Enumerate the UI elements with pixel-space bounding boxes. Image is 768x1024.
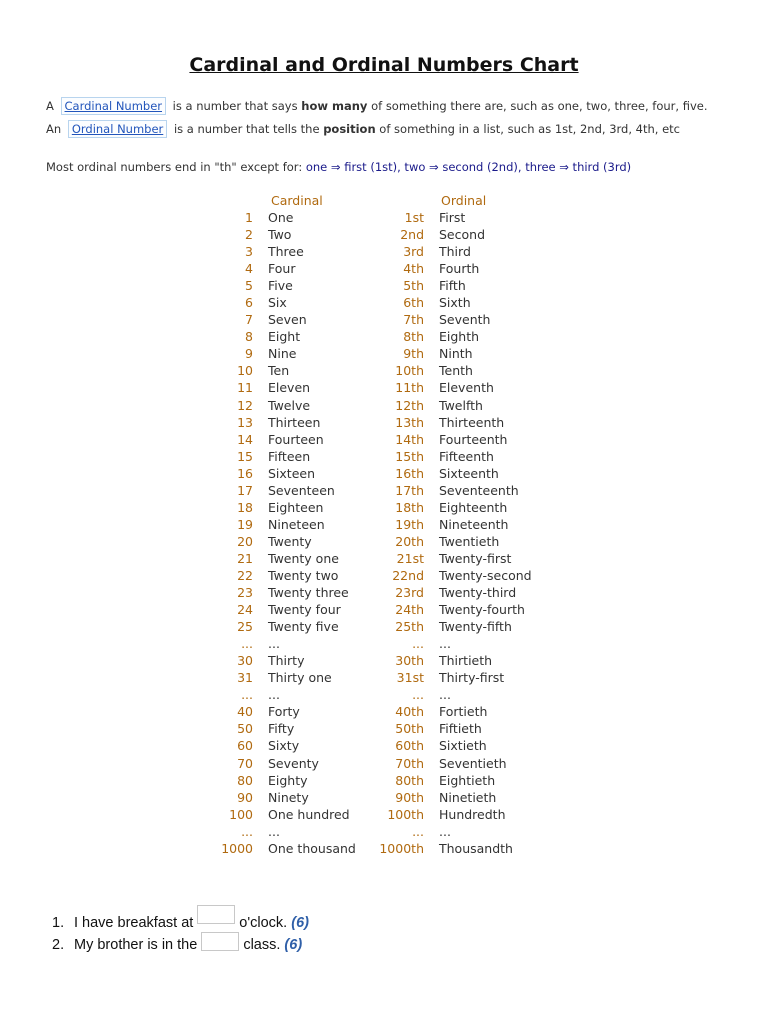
cardinal-number: 1000: [221, 840, 253, 856]
exercise-text-after: o'clock.: [239, 915, 288, 931]
exercise-item: [52, 905, 309, 932]
cardinal-number: 25: [237, 619, 253, 635]
ordinal-number: ...: [412, 823, 424, 839]
table-row: [0, 584, 768, 601]
ordinal-number: 16th: [395, 465, 424, 481]
cardinal-number: 31: [237, 670, 253, 686]
cardinal-number: 10: [237, 363, 253, 379]
cardinal-number: 6: [245, 295, 253, 311]
cardinal-number: 3: [245, 244, 253, 260]
cardinal-word: Fifty: [268, 721, 295, 737]
ordinal-word: Eleventh: [439, 380, 494, 396]
ordinal-word: Eightieth: [439, 772, 496, 788]
cardinal-word: Sixteen: [268, 465, 316, 481]
cardinal-word: Forty: [268, 704, 300, 720]
cardinal-number: 13: [237, 414, 253, 430]
cardinal-number: 40: [237, 704, 253, 720]
exercise-points: (6): [291, 915, 309, 931]
table-row: [0, 379, 768, 396]
ordinal-text-before: is a number that tells the: [173, 122, 320, 136]
ordinal-number: 11th: [395, 380, 424, 396]
ordinal-number: 9th: [403, 346, 424, 362]
ordinal-number: 3rd: [403, 244, 424, 260]
cardinal-number: 70: [237, 755, 253, 771]
ordinal-word: Hundredth: [439, 806, 506, 822]
cardinal-word: Eleven: [268, 380, 311, 396]
ordinal-word: Thirteenth: [439, 414, 505, 430]
ordinal-word: Fifth: [439, 278, 466, 294]
cardinal-word: Three: [268, 244, 304, 260]
ordinal-number: 23rd: [395, 585, 424, 601]
table-row: [0, 533, 768, 550]
ordinal-article: An: [46, 122, 62, 136]
cardinal-word: Fifteen: [268, 448, 311, 464]
ordinal-word: Eighteenth: [439, 499, 508, 515]
table-row: [0, 226, 768, 243]
ordinal-number: 19th: [395, 516, 424, 532]
cardinal-number: ...: [241, 823, 253, 839]
cardinal-word: Ninety: [268, 789, 309, 805]
page-title: Cardinal and Ordinal Numbers Chart: [189, 54, 579, 76]
cardinal-number: 18: [237, 499, 253, 515]
cardinal-number: 19: [237, 516, 253, 532]
table-row: [0, 362, 768, 379]
cardinal-number: 100: [229, 806, 253, 822]
exercise-points: (6): [284, 937, 303, 953]
ordinal-word: Fiftieth: [439, 721, 482, 737]
ordinal-word: Twelfth: [439, 397, 483, 413]
ordinal-number: 70th: [395, 755, 424, 771]
exercise-text-before: My brother is in the: [74, 937, 198, 953]
cardinal-word: Thirteen: [268, 414, 321, 430]
cardinal-word: ...: [268, 687, 280, 703]
cardinal-number: 7: [245, 312, 253, 328]
table-row: [0, 737, 768, 754]
ordinal-word: Fifteenth: [439, 448, 494, 464]
table-row: [0, 823, 768, 840]
cardinal-word: Eighteen: [268, 499, 324, 515]
cardinal-number: ...: [241, 636, 253, 652]
ordinal-word: Seventieth: [439, 755, 507, 771]
cardinal-word: Twenty five: [268, 619, 339, 635]
table-row: [0, 516, 768, 533]
table-row: [0, 601, 768, 618]
ordinal-number: ...: [412, 687, 424, 703]
cardinal-number: 8: [245, 329, 253, 345]
ordinal-word: Thousandth: [439, 840, 513, 856]
ordinal-number: ...: [412, 636, 424, 652]
note-exceptions: one ⇒ first (1st), two ⇒ second (2nd), three ⇒ third (3rd): [305, 160, 632, 174]
ordinal-word: Second: [439, 227, 486, 243]
ordinal-word: Twenty-third: [439, 585, 517, 601]
cardinal-word: Four: [268, 261, 296, 277]
ordinal-text-after: of something in a list, such as 1st, 2nd, 3rd, 4th, etc: [379, 122, 680, 136]
table-row: [0, 465, 768, 482]
ordinal-word: Ninetieth: [439, 789, 497, 805]
cardinal-word: Sixty: [268, 738, 300, 754]
ordinal-word: ...: [439, 636, 451, 652]
table-row: [0, 209, 768, 226]
cardinal-number: 11: [237, 380, 253, 396]
table-row: [0, 243, 768, 260]
ordinal-number: 24th: [395, 602, 424, 618]
cardinal-text-before: is a number that says: [172, 99, 298, 113]
table-row: [0, 635, 768, 652]
cardinal-word: Nine: [268, 346, 297, 362]
ordinal-word: Fourteenth: [439, 431, 508, 447]
exercise-item: [52, 932, 309, 959]
ordinal-number: 20th: [395, 533, 424, 549]
cardinal-word: Five: [268, 278, 293, 294]
cardinal-number: 60: [237, 738, 253, 754]
ordinal-bold: position: [323, 122, 376, 136]
ordinal-word: Twenty-fourth: [439, 602, 525, 618]
cardinal-word: Fourteen: [268, 431, 324, 447]
table-row: [0, 669, 768, 686]
ordinal-word: Nineteenth: [439, 516, 509, 532]
cardinal-number: 80: [237, 772, 253, 788]
note-text: Most ordinal numbers end in "th" except for:: [46, 160, 303, 174]
cardinal-number: 17: [237, 482, 253, 498]
cardinal-word: Twenty two: [268, 567, 339, 583]
cardinal-word: Seventeen: [268, 482, 335, 498]
cardinal-word: Nineteen: [268, 516, 325, 532]
ordinal-number: 100th: [387, 806, 424, 822]
ordinal-word: Twentieth: [439, 533, 500, 549]
numbers-table: [0, 209, 768, 857]
ordinal-number: 14th: [395, 431, 424, 447]
ordinal-word: Sixth: [439, 295, 471, 311]
cardinal-number: 23: [237, 585, 253, 601]
ordinal-word: Sixteenth: [439, 465, 499, 481]
ordinal-word: Ninth: [439, 346, 473, 362]
ordinal-number: 8th: [403, 329, 424, 345]
ordinal-number: 18th: [395, 499, 424, 515]
cardinal-word: Six: [268, 295, 287, 311]
table-row: [0, 499, 768, 516]
cardinal-text-after: of something there are, such as one, two, three, four, five.: [371, 99, 708, 113]
cardinal-number: 20: [237, 533, 253, 549]
cardinal-number: 9: [245, 346, 253, 362]
ordinal-number: 6th: [403, 295, 424, 311]
ordinal-number: 17th: [395, 482, 424, 498]
ordinal-number: 15th: [395, 448, 424, 464]
cardinal-word: One: [268, 210, 294, 225]
table-row: [0, 720, 768, 737]
cardinal-word: Twenty three: [268, 585, 349, 601]
table-row: [0, 755, 768, 772]
ordinal-word: Thirty-first: [439, 670, 505, 686]
table-row: [0, 328, 768, 345]
table-row: [0, 260, 768, 277]
exercise-index: 2.: [52, 937, 65, 953]
table-row: [0, 277, 768, 294]
ordinal-word: Twenty-first: [439, 550, 512, 566]
ordinal-column-header: Ordinal: [441, 193, 487, 208]
table-row: [0, 294, 768, 311]
cardinal-number: 24: [237, 602, 253, 618]
exercise-index: 1.: [52, 915, 65, 931]
ordinal-word: First: [439, 210, 466, 225]
ordinal-number: 80th: [395, 772, 424, 788]
cardinal-number: 90: [237, 789, 253, 805]
table-row: [0, 652, 768, 669]
cardinal-number: 12: [237, 397, 253, 413]
cardinal-word: Twenty: [268, 533, 312, 549]
ordinal-number: 40th: [395, 704, 424, 720]
exceptions-note: [46, 160, 631, 174]
cardinal-word: Twelve: [268, 397, 311, 413]
ordinal-number: 21st: [396, 550, 424, 566]
ordinal-word: Seventeenth: [439, 482, 519, 498]
cardinal-word: Ten: [268, 363, 290, 379]
table-row: [0, 772, 768, 789]
cardinal-word: Thirty one: [268, 670, 332, 686]
ordinal-number: 10th: [395, 363, 424, 379]
cardinal-word: Seven: [268, 312, 307, 328]
ordinal-word: Sixtieth: [439, 738, 487, 754]
table-row: [0, 414, 768, 431]
cardinal-number: 22: [237, 567, 253, 583]
cardinal-word: Eight: [268, 329, 301, 345]
ordinal-number: 1st: [404, 210, 424, 225]
cardinal-bold: how many: [301, 99, 368, 113]
table-row: [0, 567, 768, 584]
ordinal-word: Fourth: [439, 261, 480, 277]
cardinal-word: ...: [268, 823, 280, 839]
cardinal-word: Two: [268, 227, 292, 243]
ordinal-word: Twenty-second: [439, 567, 532, 583]
cardinal-number: 1: [245, 210, 253, 225]
table-row: [0, 840, 768, 857]
ordinal-number: 50th: [395, 721, 424, 737]
ordinal-word: Tenth: [439, 363, 473, 379]
ordinal-number-link[interactable]: Ordinal Number: [68, 120, 167, 138]
cardinal-word: Seventy: [268, 755, 319, 771]
cardinal-number: ...: [241, 687, 253, 703]
ordinal-number: 2nd: [400, 227, 424, 243]
answer-input[interactable]: [197, 905, 235, 924]
ordinal-number: 90th: [395, 789, 424, 805]
cardinal-number: 50: [237, 721, 253, 737]
cardinal-word: Thirty: [268, 653, 305, 669]
table-row: [0, 311, 768, 328]
ordinal-number: 12th: [395, 397, 424, 413]
exercise-text-before: I have breakfast at: [74, 915, 194, 931]
ordinal-number: 31st: [396, 670, 424, 686]
ordinal-word: Twenty-fifth: [439, 619, 512, 635]
cardinal-definition: [46, 97, 708, 115]
ordinal-word: Thirtieth: [439, 653, 493, 669]
ordinal-word: Fortieth: [439, 704, 488, 720]
ordinal-number: 30th: [395, 653, 424, 669]
cardinal-number: 16: [237, 465, 253, 481]
ordinal-number: 7th: [403, 312, 424, 328]
cardinal-number: 21: [237, 550, 253, 566]
ordinal-word: Eighth: [439, 329, 480, 345]
cardinal-column-header: Cardinal: [271, 193, 323, 208]
ordinal-number: 1000th: [379, 840, 424, 856]
cardinal-number: 2: [245, 227, 253, 243]
table-row: [0, 806, 768, 823]
ordinal-word: ...: [439, 823, 451, 839]
table-row: [0, 550, 768, 567]
ordinal-number: 13th: [395, 414, 424, 430]
ordinal-number: 22nd: [392, 567, 424, 583]
table-row: [0, 789, 768, 806]
ordinal-definition: [46, 120, 680, 138]
cardinal-word: One thousand: [268, 840, 356, 856]
cardinal-number: 14: [237, 431, 253, 447]
cardinal-word: Twenty four: [268, 602, 341, 618]
exercise-list: [52, 905, 309, 959]
table-row: [0, 431, 768, 448]
table-row: [0, 345, 768, 362]
ordinal-number: 25th: [395, 619, 424, 635]
cardinal-number: 5: [245, 278, 253, 294]
table-row: [0, 482, 768, 499]
exercise-text-after: class.: [243, 937, 281, 953]
cardinal-number-link[interactable]: Cardinal Number: [61, 97, 166, 115]
cardinal-word: ...: [268, 636, 280, 652]
table-row: [0, 397, 768, 414]
ordinal-number: 4th: [403, 261, 424, 277]
ordinal-number: 5th: [403, 278, 424, 294]
cardinal-number: 30: [237, 653, 253, 669]
ordinal-number: 60th: [395, 738, 424, 754]
table-row: [0, 448, 768, 465]
ordinal-word: Seventh: [439, 312, 491, 328]
table-row: [0, 686, 768, 703]
table-row: [0, 703, 768, 720]
cardinal-number: 15: [237, 448, 253, 464]
cardinal-article: A: [46, 99, 54, 113]
table-row: [0, 618, 768, 635]
cardinal-word: One hundred: [268, 806, 350, 822]
ordinal-word: ...: [439, 687, 451, 703]
ordinal-word: Third: [439, 244, 471, 260]
answer-input[interactable]: [201, 932, 239, 951]
cardinal-number: 4: [245, 261, 253, 277]
cardinal-word: Eighty: [268, 772, 308, 788]
cardinal-word: Twenty one: [268, 550, 339, 566]
